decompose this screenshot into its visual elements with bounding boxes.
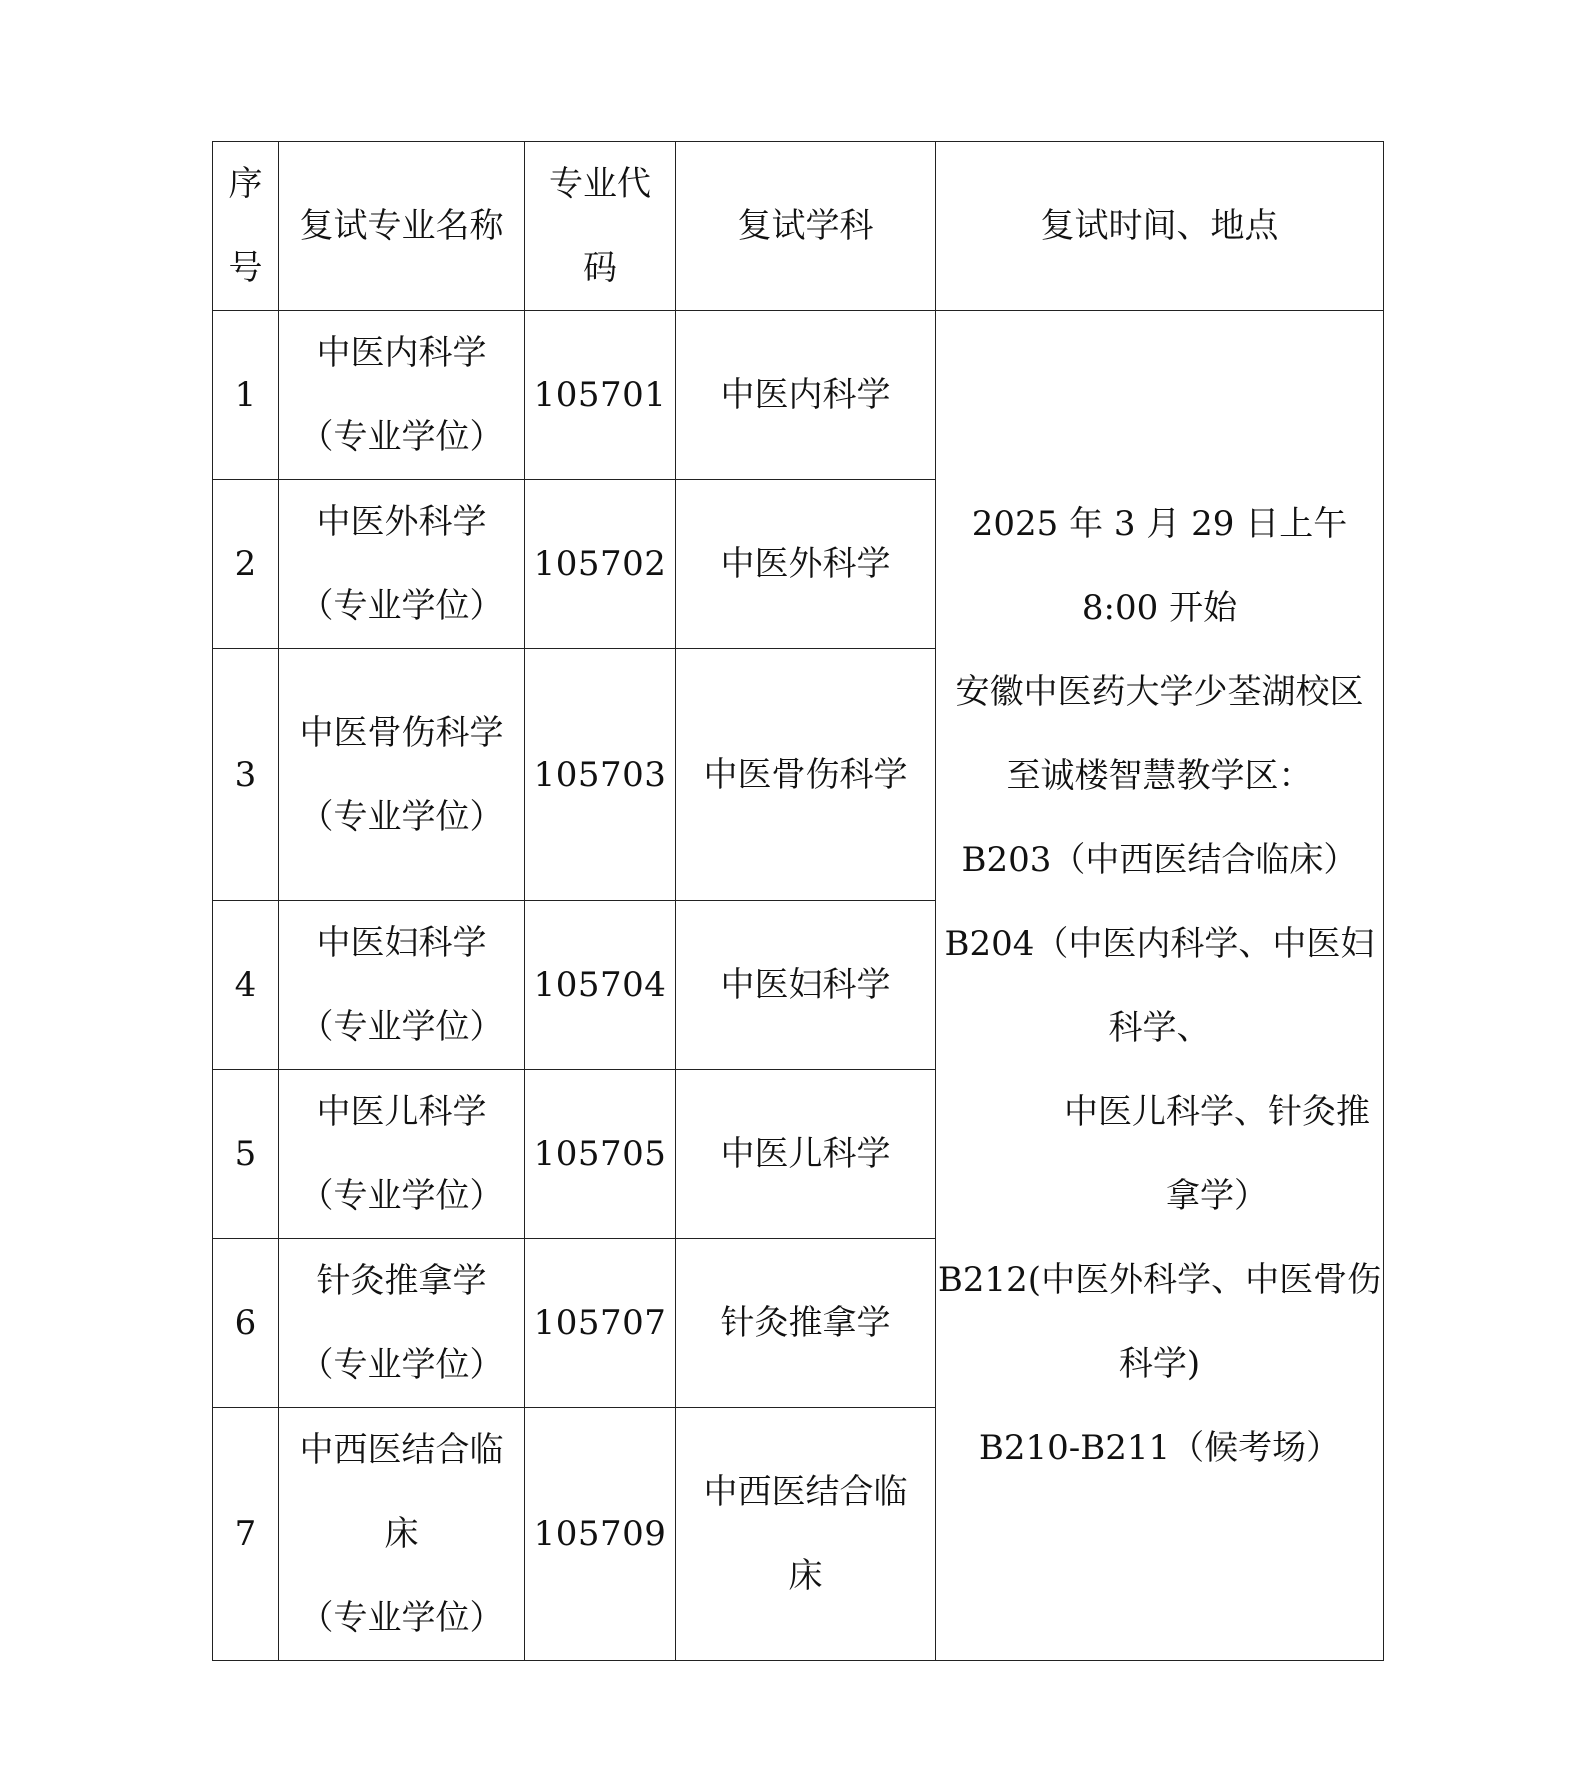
row-major-name: 针灸推拿学 （专业学位）	[279, 1239, 525, 1408]
info-room-b212: B212(中医外科学、中医骨伤科学)	[937, 1259, 1382, 1384]
info-campus: 安徽中医药大学少荃湖校区	[955, 671, 1364, 712]
row-seq: 5	[213, 1070, 279, 1239]
header-subject: 复试学科	[676, 142, 936, 311]
row-subject: 中医儿科学	[676, 1070, 936, 1239]
row-seq: 6	[213, 1239, 279, 1408]
row-major-name: 中医外科学 （专业学位）	[279, 480, 525, 649]
row-major-code: 105707	[525, 1239, 676, 1408]
row-major-name: 中医儿科学 （专业学位）	[279, 1070, 525, 1239]
row-subject: 中医外科学	[676, 480, 936, 649]
row-major-name: 中医骨伤科学 （专业学位）	[279, 649, 525, 901]
row-subject: 针灸推拿学	[676, 1239, 936, 1408]
header-code: 专业代码	[525, 142, 676, 311]
row-subject: 中西医结合临床	[676, 1408, 936, 1661]
row-subject: 中医骨伤科学	[676, 649, 936, 901]
header-name: 复试专业名称	[279, 142, 525, 311]
row-major-code: 105704	[525, 901, 676, 1070]
header-row	[213, 142, 1384, 311]
row-seq: 3	[213, 649, 279, 901]
row-subject: 中医内科学	[676, 311, 936, 480]
header-seq: 序号	[213, 142, 279, 311]
info-date: 2025 年 3 月 29 日上午	[971, 503, 1348, 544]
info-room-b204: B204（中医内科学、中医妇科学、	[944, 923, 1375, 1048]
row-major-code: 105709	[525, 1408, 676, 1661]
info-start-time: 8:00 开始	[1081, 587, 1238, 628]
row-seq: 4	[213, 901, 279, 1070]
row-seq: 1	[213, 311, 279, 480]
row-seq: 2	[213, 480, 279, 649]
row-major-code: 105703	[525, 649, 676, 901]
info-area: 至诚楼智慧教学区：	[1006, 755, 1313, 796]
time-place-info	[936, 311, 1384, 1661]
table-row	[213, 311, 1384, 480]
row-major-code: 105702	[525, 480, 676, 649]
info-room-waiting: B210-B211（候考场）	[978, 1427, 1341, 1468]
info-room-b203: B203（中西医结合临床）	[961, 839, 1358, 880]
row-major-code: 105701	[525, 311, 676, 480]
row-seq: 7	[213, 1408, 279, 1661]
info-room-b204-cont: 中医儿科学、针灸推拿学）	[1064, 1091, 1370, 1216]
row-major-name: 中西医结合临床 （专业学位）	[279, 1408, 525, 1661]
row-major-name: 中医妇科学 （专业学位）	[279, 901, 525, 1070]
schedule-table	[212, 141, 1384, 1661]
row-major-name: 中医内科学 （专业学位）	[279, 311, 525, 480]
row-major-code: 105705	[525, 1070, 676, 1239]
row-subject: 中医妇科学	[676, 901, 936, 1070]
header-time-place: 复试时间、地点	[936, 142, 1384, 311]
